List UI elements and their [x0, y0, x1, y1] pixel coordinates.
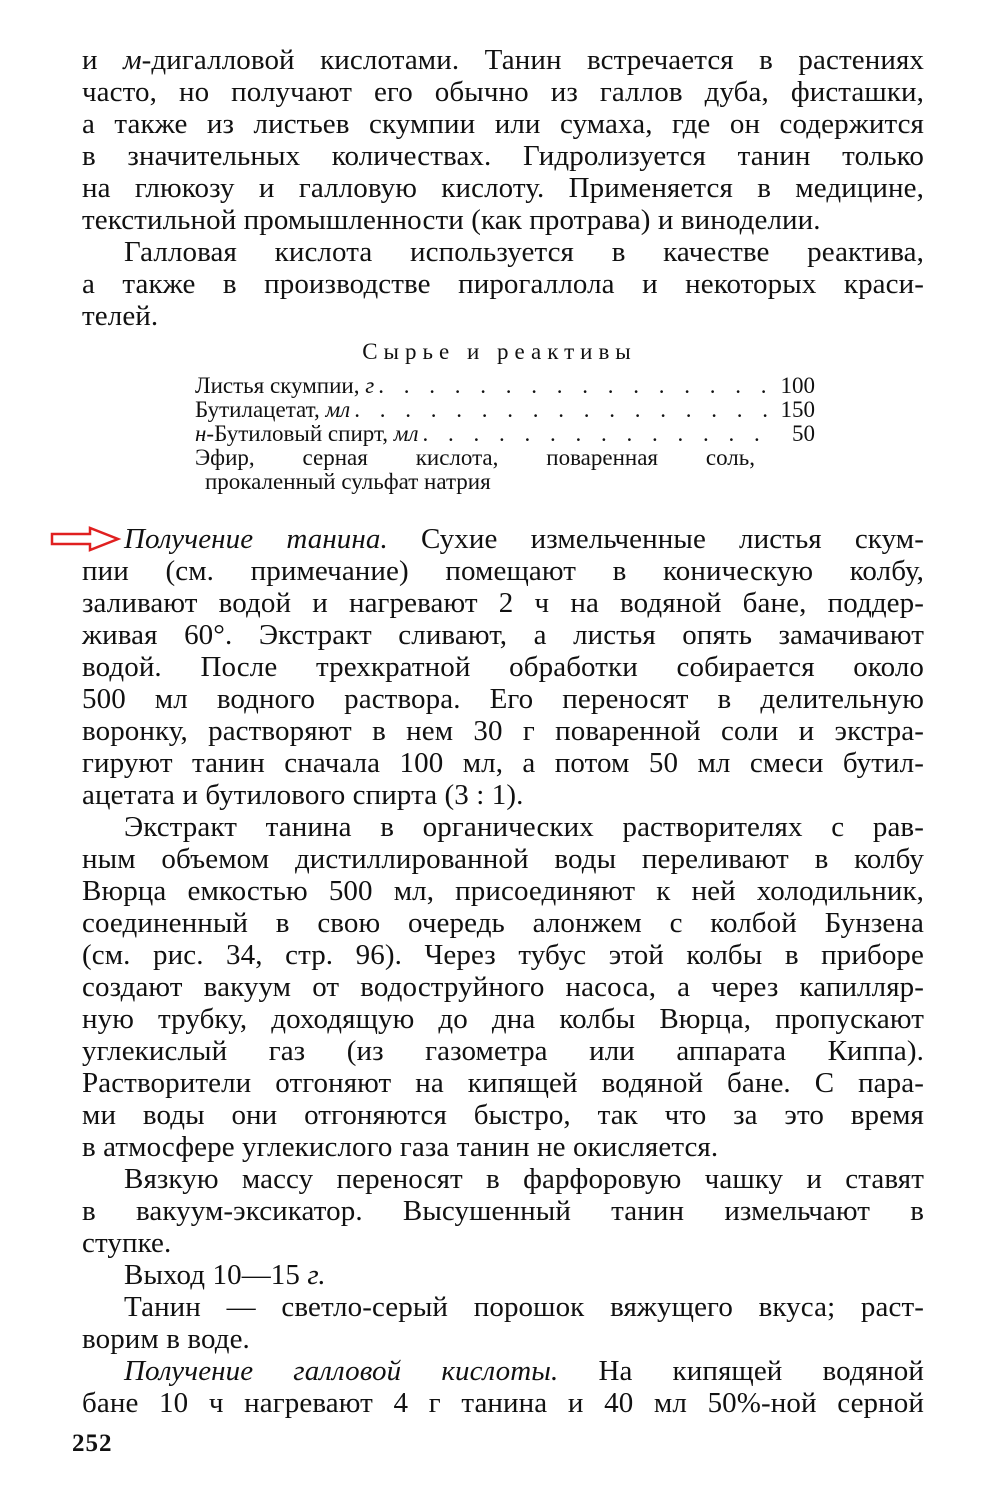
text-line: а также в производстве пирогаллола и некоторых краси-: [82, 268, 924, 300]
text-line: ацетата и бутилового спирта (3 : 1).: [82, 779, 524, 811]
text-line: текстильной промышленности (как протрава) и виноделии.: [82, 204, 821, 236]
reagent-item: Бутилацетат, мл . . . 150: [195, 398, 815, 422]
text-line: 500 мл водного раствора. Его переносят в делительную: [82, 683, 924, 715]
text-line: создают вакуум от водоструйного насоса, а через капилляр-: [82, 971, 924, 1003]
reagent-item: н-Бутиловый спирт, мл . . . 50: [195, 422, 815, 446]
yield-line: Выход 10—15 г.: [124, 1259, 326, 1291]
text-line: соединенный в свою очередь алонжем с колбой Бунзена: [82, 907, 924, 939]
text-line: Галловая кислота используется в качестве реактива,: [124, 236, 924, 268]
text-line: водой. После трехкратной обработки собирается около: [82, 651, 924, 683]
text-line: а также из листьев скумпии или сумаха, где он содержится: [82, 108, 924, 140]
section-title: Получение галловой кислоты.: [124, 1355, 559, 1387]
reagent-item: Листья скумпии, г . . . 100: [195, 374, 815, 398]
text-line: бане 10 ч нагревают 4 г танина и 40 мл 50%-ной серной: [82, 1387, 924, 1419]
text-line: (см. рис. 34, стр. 96). Через тубус этой колбы в приборе: [82, 939, 924, 971]
text-line: заливают водой и нагревают 2 ч на водяной бане, поддер-: [82, 587, 924, 619]
text-line: в значительных количествах. Гидролизуется танин только: [82, 140, 924, 172]
text-line: ным объемом дистиллированной воды переливают в колбу: [82, 843, 924, 875]
text-line: ворим в воде.: [82, 1323, 250, 1355]
reagent-quantity: 150: [780, 397, 815, 422]
leader-dots: [423, 422, 774, 446]
text-line: Получение галловой кислоты. На кипящей водяной: [124, 1355, 924, 1387]
text-line: Вязкую массу переносят в фарфоровую чашку и ставят: [124, 1163, 924, 1195]
text-line: Растворители отгоняют на кипящей водяной бане. С пара-: [82, 1067, 924, 1099]
text-line: Экстракт танина в органических растворителях с рав-: [124, 811, 924, 843]
text-line: Вюрца емкостью 500 мл, присоединяют к ней холодильник,: [82, 875, 924, 907]
text-line: ную трубку, доходящую до дна колбы Вюрца, пропускают: [82, 1003, 924, 1035]
reagents-list: [195, 374, 815, 494]
text-line: в вакуум-эксикатор. Высушенный танин измельчают в: [82, 1195, 924, 1227]
reagent-quantity: 50: [792, 421, 815, 446]
text-line: живая 60°. Экстракт сливают, а листья опять замачивают: [82, 619, 924, 651]
text-line: пии (см. примечание) помещают в коническую колбу,: [82, 555, 924, 587]
text-line: Получение танина. Сухие измельченные листья скум-: [124, 523, 925, 555]
reagent-quantity: 100: [780, 373, 815, 398]
text-line: воронку, растворяют в нем 30 г поваренной соли и экстра-: [82, 715, 924, 747]
reagents-heading: Сырье и реактивы: [362, 339, 637, 364]
text-line: ступке.: [82, 1227, 172, 1259]
text-line: ми воды они отгоняются быстро, так что за это время: [82, 1099, 924, 1131]
text-line: на глюкозу и галловую кислоту. Применяется в медицине,: [82, 172, 924, 204]
text-line: в атмосфере углекислого газа танин не окисляется.: [82, 1131, 719, 1163]
text-line: и м-дигалловой кислотами. Танин встречается в растениях: [82, 44, 924, 76]
right-arrow-icon: [50, 526, 122, 552]
text-line: часто, но получают его обычно из галлов дуба, фисташки,: [82, 76, 924, 108]
text-line: гируют танин сначала 100 мл, а потом 50 мл смеси бутил-: [82, 747, 924, 779]
text-line: телей.: [82, 300, 159, 332]
leader-dots: [354, 398, 773, 422]
text-line: Танин — светло-серый порошок вяжущего вкуса; раст-: [124, 1291, 924, 1323]
text-line: углекислый газ (из газометра или аппарата Киппа).: [82, 1035, 924, 1067]
reagent-other: Эфир, серная кислота, поваренная соль,: [195, 445, 755, 470]
page-number: 252: [72, 1430, 113, 1457]
section-title: Получение танина.: [124, 523, 388, 555]
reagent-other: прокаленный сульфат натрия: [205, 469, 491, 494]
leader-dots: [378, 374, 773, 398]
